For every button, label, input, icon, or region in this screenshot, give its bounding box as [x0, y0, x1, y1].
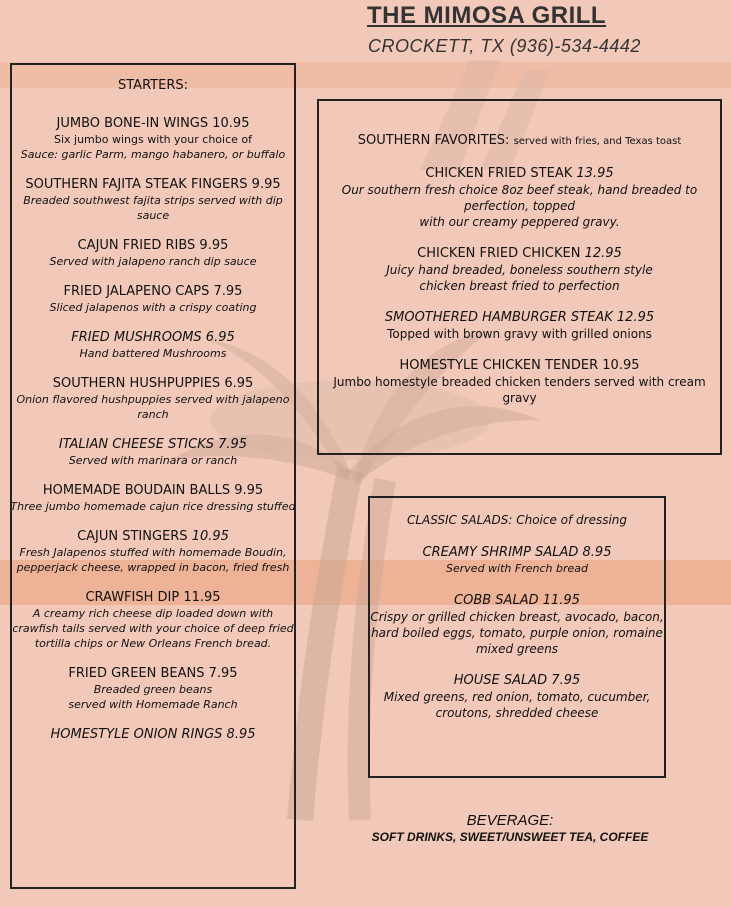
menu-item-name: SOUTHERN FAJITA STEAK FINGERS 9.95 — [25, 177, 281, 192]
menu-item — [10, 176, 296, 223]
menu-item — [368, 544, 666, 577]
southern-favorites-section — [317, 133, 722, 406]
menu-item-desc: Served with marinara or ranch — [68, 454, 238, 467]
menu-item — [10, 115, 296, 162]
classic-salads-section — [368, 513, 666, 721]
menu-item-name-text: CHICKEN FRIED CHICKEN — [417, 246, 581, 261]
menu-item-name: CRAWFISH DIP 11.95 — [85, 590, 221, 605]
menu-item-name: HOUSE SALAD 7.95 — [453, 673, 581, 688]
starters-heading: STARTERS: — [118, 78, 188, 93]
menu-item — [10, 726, 296, 743]
menu-item-desc: Onion flavored hushpuppies served with jalapeno ranch — [16, 393, 290, 421]
menu-item-desc: Jumbo homestyle breaded chicken tenders served with cream gravy — [333, 375, 706, 405]
menu-item-name: COBB SALAD 11.95 — [454, 593, 580, 608]
menu-item — [10, 436, 296, 468]
menu-item — [10, 589, 296, 651]
menu-item-desc: Served with jalapeno ranch dip sauce — [49, 255, 257, 268]
menu-item-name: HOMESTYLE ONION RINGS 8.95 — [50, 727, 256, 742]
menu-item — [10, 375, 296, 422]
menu-item-name: FRIED MUSHROOMS 6.95 — [71, 330, 235, 345]
menu-item-name: FRIED JALAPENO CAPS 7.95 — [63, 284, 243, 299]
classic-salads-heading — [368, 513, 666, 527]
menu-item-name: ITALIAN CHEESE STICKS 7.95 — [58, 437, 248, 452]
restaurant-location-phone: CROCKETT, TX (936)-534-4442 — [368, 36, 641, 56]
classic-salads-note: Choice of dressing — [516, 513, 628, 527]
menu-item-name: CAJUN FRIED RIBS 9.95 — [77, 238, 229, 253]
menu-item — [368, 672, 666, 721]
menu-item-name: SOUTHERN HUSHPUPPIES 6.95 — [52, 376, 254, 391]
menu-item-name-text: CAJUN STINGERS — [77, 529, 188, 544]
restaurant-title: THE MIMOSA GRILL — [367, 2, 607, 29]
menu-item-name — [10, 528, 296, 545]
menu-item — [10, 237, 296, 269]
menu-item-desc: Sauce: garlic Parm, mango habanero, or buffalo — [20, 148, 286, 161]
menu-item-name: HOMESTYLE CHICKEN TENDER 10.95 — [399, 358, 640, 373]
menu-item — [10, 329, 296, 361]
menu-item-desc: Crispy or grilled chicken breast, avocado, bacon, hard boiled eggs, tomato, purple onion, romaine mixed greens — [370, 610, 664, 656]
menu-item-price: 12.95 — [584, 246, 622, 261]
menu-item-desc: Mixed greens, red onion, tomato, cucumber, croutons, shredded cheese — [383, 690, 651, 720]
menu-item-desc: Six jumbo wings with your choice of — [53, 133, 253, 146]
menu-item-name-text: CHICKEN FRIED STEAK — [425, 166, 573, 181]
menu-item-name — [317, 165, 722, 182]
menu-item — [317, 165, 722, 230]
southern-favorites-title: SOUTHERN FAVORITES: — [357, 133, 510, 148]
menu-item-desc: Juicy hand breaded, boneless southern style — [386, 263, 653, 277]
menu-item-desc: Topped with brown gravy with grilled onions — [387, 327, 652, 341]
menu-item — [10, 528, 296, 575]
menu-item — [10, 283, 296, 315]
menu-item-name: JUMBO BONE-IN WINGS 10.95 — [56, 116, 250, 131]
menu-item-desc: A creamy rich cheese dip loaded down with crawfish tails served with your choice of deep fried tortilla chips or New Orleans French bread. — [12, 607, 294, 650]
menu-item-name: CREAMY SHRIMP SALAD 8.95 — [422, 545, 612, 560]
menu-item-desc: Three jumbo homemade cajun rice dressing stuffed — [10, 500, 296, 513]
beverage-heading: BEVERAGE: — [466, 812, 554, 829]
menu-item-price: 10.95 — [191, 529, 229, 544]
menu-item — [317, 357, 722, 406]
menu-item-name — [317, 245, 722, 262]
southern-favorites-heading — [317, 133, 722, 148]
beverage-section — [350, 812, 670, 844]
menu-item — [368, 592, 666, 657]
menu-item — [10, 482, 296, 514]
menu-item-desc: served with Homemade Ranch — [68, 698, 238, 711]
menu-item-desc: Breaded green beans — [93, 683, 213, 696]
menu-item-desc: Sliced jalapenos with a crispy coating — [49, 301, 257, 314]
menu-item-name: FRIED GREEN BEANS 7.95 — [68, 666, 238, 681]
menu-item — [317, 309, 722, 342]
menu-item-desc: Served with French bread — [446, 562, 588, 575]
menu-item-desc: with our creamy peppered gravy. — [419, 215, 620, 229]
classic-salads-title: CLASSIC SALADS: — [406, 513, 513, 527]
menu-item-desc: Fresh Jalapenos stuffed with homemade Boudin, pepperjack cheese, wrapped in bacon, fried fresh — [16, 546, 290, 574]
beverage-items: SOFT DRINKS, SWEET/UNSWEET TEA, COFFEE — [371, 830, 649, 844]
menu-item — [10, 665, 296, 712]
southern-favorites-note: served with fries, and Texas toast — [513, 136, 682, 147]
menu-item-name: SMOOTHERED HAMBURGER STEAK 12.95 — [384, 310, 655, 325]
menu-item-desc: chicken breast fried to perfection — [419, 279, 620, 293]
menu-item-desc: Breaded southwest fajita strips served with dip sauce — [23, 194, 283, 222]
menu-item-price: 13.95 — [576, 166, 614, 181]
menu-item-name: HOMEMADE BOUDAIN BALLS 9.95 — [42, 483, 264, 498]
starters-section — [10, 78, 296, 743]
menu-item — [317, 245, 722, 294]
menu-item-desc: Hand battered Mushrooms — [79, 347, 227, 360]
menu-item-desc: Our southern fresh choice 8oz beef steak, hand breaded to perfection, topped — [341, 183, 698, 213]
